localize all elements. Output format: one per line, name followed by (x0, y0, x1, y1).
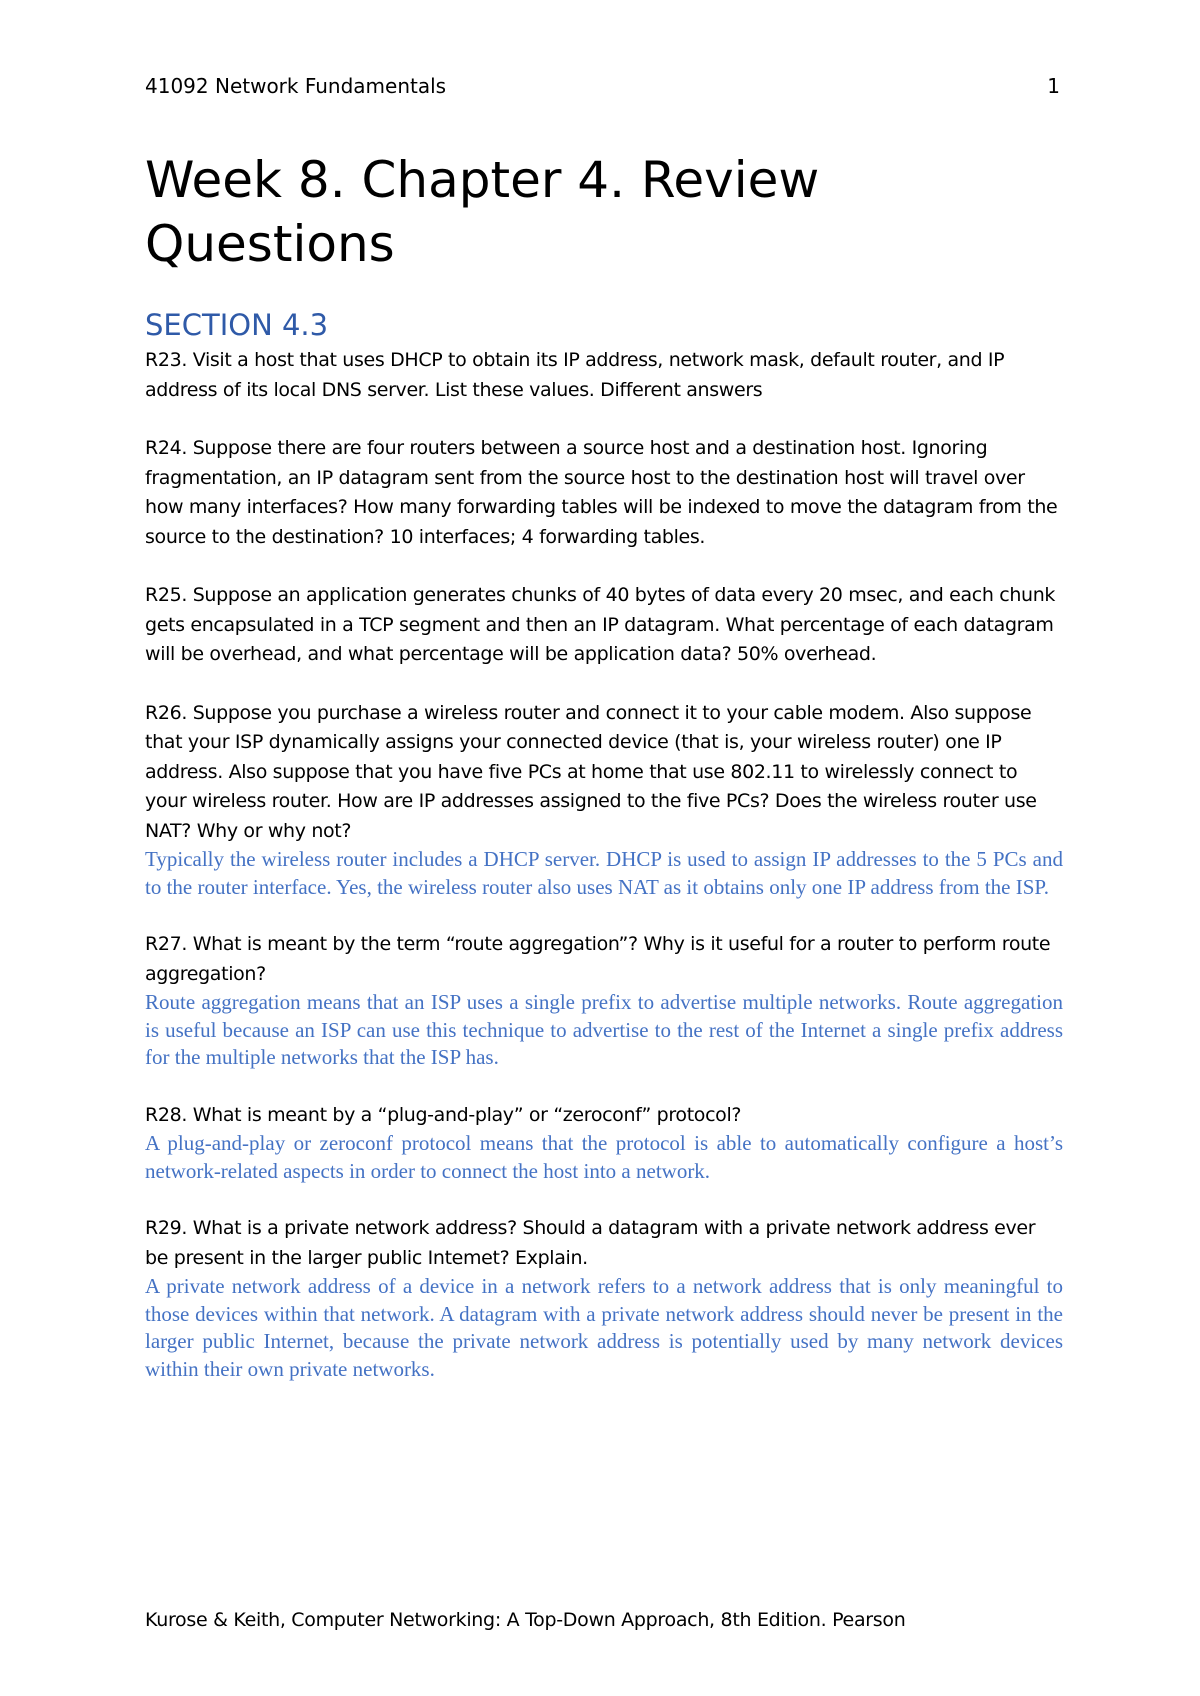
page-footer: Kurose & Keith, Computer Networking: A Top-Down Approach, 8th Edition. Pearson (145, 1609, 906, 1631)
question-text: R29. What is a private network address? Should a datagram with a private network address ever be present in the larger public Intemet? Explain. (145, 1217, 1036, 1269)
question-block-r23 (145, 346, 1063, 405)
question-block-r29 (145, 1214, 1063, 1383)
question-block-r24 (145, 434, 1063, 552)
question-block-r26 (145, 699, 1063, 902)
question-text: R28. What is meant by a “plug-and-play” or “zeroconf” protocol? (145, 1103, 742, 1126)
question-block-r28 (145, 1101, 1063, 1186)
answer-text: Route aggregation means that an ISP uses a single prefix to advertise multiple networks. Route aggregation is useful because an ISP can use this technique to advertise to the rest of the Internet a single prefix address for the multiple networks that the ISP has. (145, 990, 1063, 1069)
question-block-r25 (145, 581, 1063, 670)
answer-text: A private network address of a device in a network refers to a network address that is only meaningful to those devices within that network. A datagram with a private network address should never be present in the larger public Internet, because the private network address is potentially used by many network devices within their own private networks. (145, 1274, 1063, 1381)
question-text: R24. Suppose there are four routers between a source host and a destination host. Ignoring fragmentation, an IP datagram sent from the source host to the destination host will travel over how many interfaces? How many forwarding tables will be indexed to move the datagram from the source to the destination? 10 interfaces; 4 forwarding tables. (145, 437, 1058, 548)
page-title: Week 8. Chapter 4. Review Questions (145, 151, 820, 273)
question-block-r27 (145, 930, 1063, 1072)
answer-text: A plug-and-play or zeroconf protocol means that the protocol is able to automatically configure a host’s network-related aspects in order to connect the host into a network. (145, 1131, 1063, 1183)
question-text: R25. Suppose an application generates chunks of 40 bytes of data every 20 msec, and each chunk gets encapsulated in a TCP segment and then an IP datagram. What percentage of each datagram will be overhead, and what percentage will be application data? 50% overhead. (145, 584, 1056, 665)
page-number: 1 (1047, 74, 1060, 98)
question-text: R26. Suppose you purchase a wireless router and connect it to your cable modem. Also suppose that your ISP dynamically assigns your connected device (that is, your wireless router) one IP address. Also suppose that you have five PCs at home that use 802.11 to wirelessly connect to your wireless router. How are IP addresses assigned to the five PCs? Does the wireless router use NAT? Why or why not? (145, 701, 1037, 842)
question-text: R23. Visit a host that uses DHCP to obtain its IP address, network mask, default router, and IP address of its local DNS server. List these values. Different answers (145, 349, 1005, 401)
page-header (145, 74, 1060, 104)
section-heading: SECTION 4.3 (145, 308, 329, 342)
answer-text: Typically the wireless router includes a DHCP server. DHCP is used to assign IP addresses to the 5 PCs and to the router interface. Yes, the wireless router also uses NAT as it obtains only one IP address from the ISP. (145, 847, 1063, 899)
page-content (145, 148, 1063, 1412)
question-text: R27. What is meant by the term “route aggregation”? Why is it useful for a router to perform route aggregation? (145, 933, 1051, 985)
course-name: 41092 Network Fundamentals (145, 74, 447, 98)
